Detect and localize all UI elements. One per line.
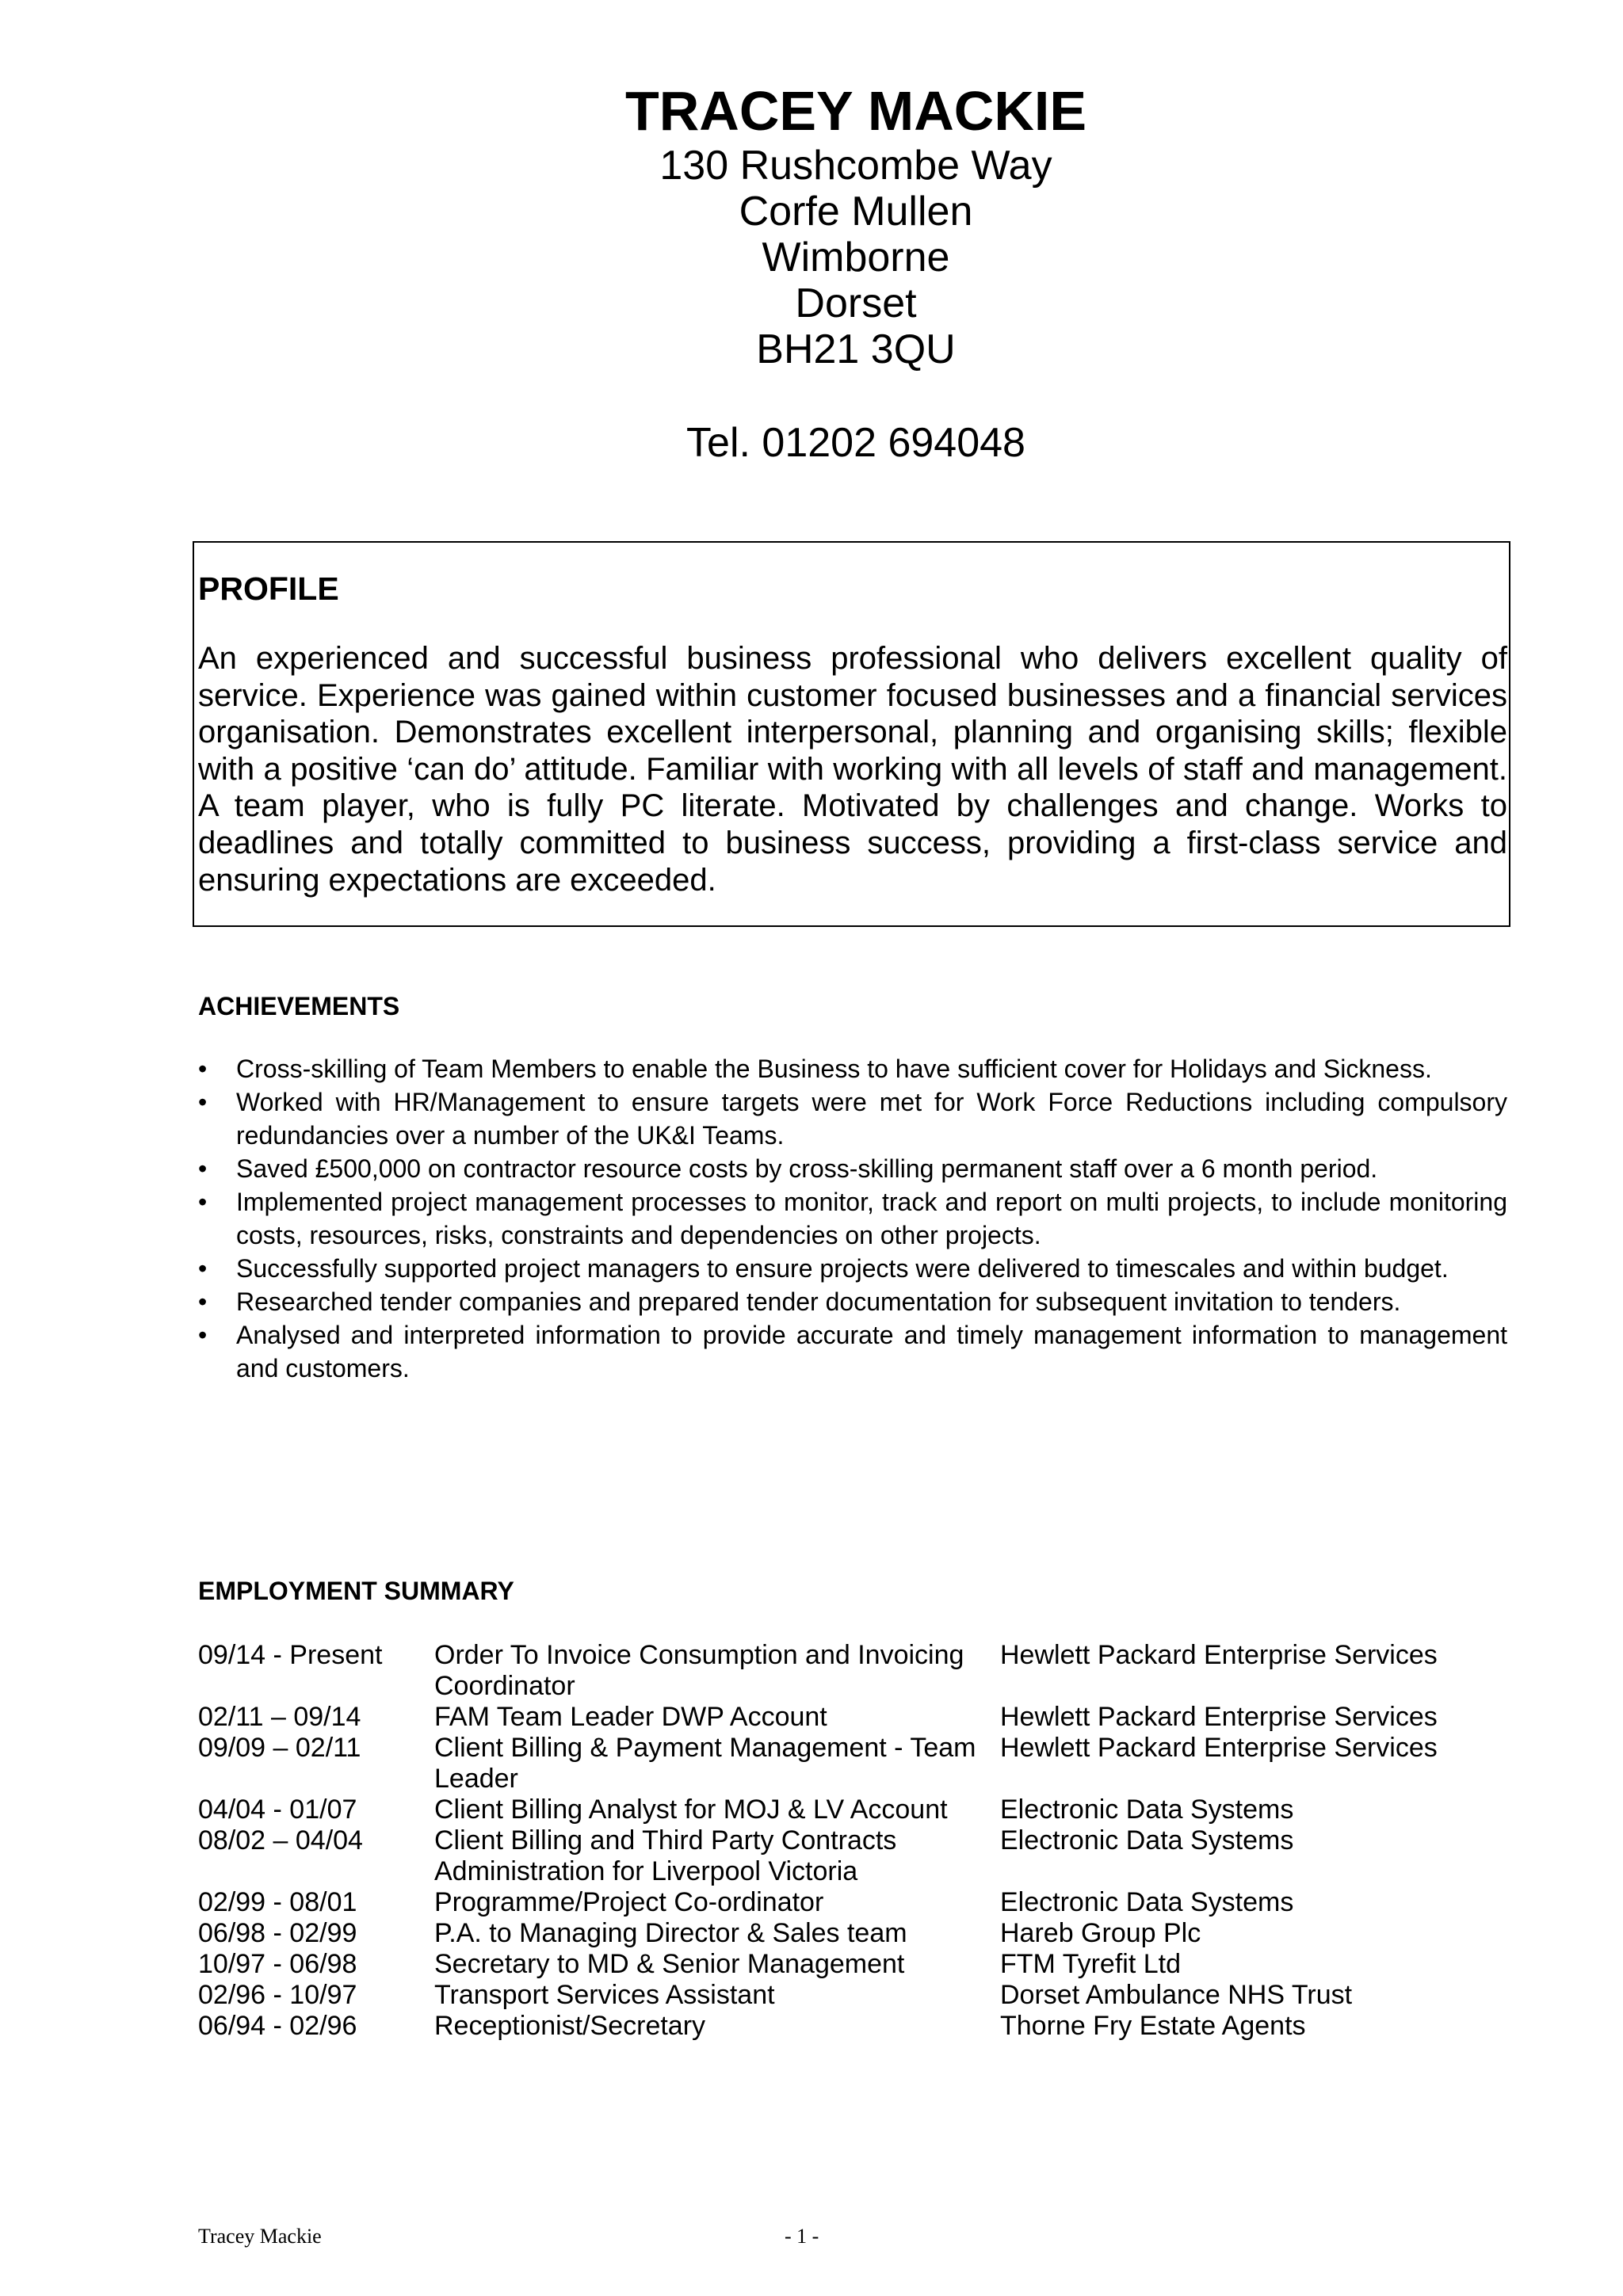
employment-role: Secretary to MD & Senior Management [434, 1949, 905, 1979]
achievement-text: Researched tender companies and prepared tender documentation for subsequent invitation to tenders. [236, 1287, 1401, 1316]
address-line-street: 130 Rushcombe Way [659, 143, 1052, 189]
employment-company: Hewlett Packard Enterprise Services [1000, 1733, 1438, 1763]
employment-date: 02/99 - 08/01 [198, 1887, 357, 1917]
achievement-text: Cross-skilling of Team Members to enable the Business to have sufficient cover for Holidays and Sickness. [236, 1055, 1432, 1083]
employment-role: Client Billing Analyst for MOJ & LV Account [434, 1794, 948, 1825]
bullet-icon: • [198, 1055, 208, 1083]
achievement-text: Successfully supported project managers to ensure projects were delivered to timescales and within budget. [236, 1254, 1449, 1283]
employment-date: 09/14 - Present [198, 1640, 383, 1670]
employment-date: 09/09 – 02/11 [198, 1733, 361, 1763]
table-row [198, 1733, 1507, 1794]
table-row [198, 1825, 1507, 1887]
employment-company: FTM Tyrefit Ltd [1000, 1949, 1181, 1979]
footer-page-number: - 1 - [785, 2225, 819, 2248]
address-line-village: Corfe Mullen [739, 189, 973, 235]
employment-role: Order To Invoice Consumption and Invoicing Coordinator [434, 1640, 964, 1701]
employment-table [198, 1640, 1507, 2042]
employment-heading: EMPLOYMENT SUMMARY [198, 1577, 514, 1605]
employment-role: Transport Services Assistant [434, 1980, 775, 2010]
table-row [198, 1640, 1507, 1702]
employment-date: 06/98 - 02/99 [198, 1918, 357, 1948]
address-line-county: Dorset [795, 280, 917, 326]
profile-heading: PROFILE [198, 570, 339, 607]
profile-text: An experienced and successful business professional who delivers excellent quality of service. Experience was gained within customer focused businesses and a financial services organisation. Demonstrates excellent interpersonal, planning and organising skills; flexible with a positive ‘can do’ attitude. Familiar with working with all levels of staff and management. A team player, who is fully PC literate. Motivated by challenges and change. Works to deadlines and totally committed to business success, providing a first-class service and ensuring expectations are exceeded. [198, 641, 1507, 898]
employment-date: 08/02 – 04/04 [198, 1825, 363, 1855]
achievements-list [198, 1052, 1507, 1385]
achievement-text: Analysed and interpreted information to provide accurate and timely management information to management and customers. [236, 1321, 1507, 1383]
achievement-text: Implemented project management processes to monitor, track and report on multi projects, to include monitoring costs, resources, risks, constraints and dependencies on other projects. [236, 1188, 1507, 1249]
table-row [198, 1949, 1507, 1980]
employment-role: FAM Team Leader DWP Account [434, 1702, 827, 1732]
employment-company: Electronic Data Systems [1000, 1825, 1294, 1855]
employment-company: Electronic Data Systems [1000, 1794, 1294, 1825]
employment-date: 10/97 - 06/98 [198, 1949, 357, 1979]
address-line-town: Wimborne [762, 235, 950, 280]
employment-role: P.A. to Managing Director & Sales team [434, 1918, 907, 1948]
achievement-item [198, 1318, 1507, 1385]
address-line-postcode: BH21 3QU [756, 326, 956, 372]
bullet-icon: • [198, 1287, 208, 1316]
achievement-item [198, 1285, 1507, 1318]
candidate-name: TRACEY MACKIE [624, 80, 1087, 142]
employment-company: Thorne Fry Estate Agents [1000, 2011, 1306, 2041]
bullet-icon: • [198, 1088, 208, 1116]
achievement-item [198, 1052, 1507, 1085]
bullet-icon: • [198, 1254, 208, 1283]
table-row [198, 1918, 1507, 1949]
bullet-icon: • [198, 1154, 208, 1183]
achievement-text: Saved £500,000 on contractor resource costs by cross-skilling permanent staff over a 6 month period. [236, 1154, 1378, 1183]
employment-date: 06/94 - 02/96 [198, 2011, 357, 2041]
achievement-item [198, 1085, 1507, 1152]
employment-company: Dorset Ambulance NHS Trust [1000, 1980, 1353, 2010]
employment-role: Client Billing and Third Party Contracts Administration for Liverpool Victoria [434, 1825, 897, 1886]
table-row [198, 1702, 1507, 1733]
employment-company: Hewlett Packard Enterprise Services [1000, 1702, 1438, 1732]
achievement-item [198, 1152, 1507, 1185]
bullet-icon: • [198, 1321, 208, 1349]
telephone-number: Tel. 01202 694048 [686, 420, 1025, 466]
table-row [198, 1794, 1507, 1825]
employment-role: Receptionist/Secretary [434, 2011, 706, 2041]
table-row [198, 1980, 1507, 2011]
table-row [198, 1887, 1507, 1918]
employment-role: Programme/Project Co-ordinator [434, 1887, 824, 1917]
employment-date: 02/96 - 10/97 [198, 1980, 357, 2010]
employment-company: Hewlett Packard Enterprise Services [1000, 1640, 1438, 1670]
footer-name: Tracey Mackie [198, 2225, 322, 2248]
table-row [198, 2011, 1507, 2042]
employment-role: Client Billing & Payment Management - Team Leader [434, 1733, 976, 1794]
employment-date: 04/04 - 01/07 [198, 1794, 357, 1825]
bullet-icon: • [198, 1188, 208, 1216]
achievements-heading: ACHIEVEMENTS [198, 992, 400, 1020]
achievement-text: Worked with HR/Management to ensure targets were met for Work Force Reductions including compulsory redundancies over a number of the UK&I Teams. [236, 1088, 1507, 1150]
employment-date: 02/11 – 09/14 [198, 1702, 361, 1732]
employment-company: Hareb Group Plc [1000, 1918, 1201, 1948]
achievement-item [198, 1252, 1507, 1285]
employment-company: Electronic Data Systems [1000, 1887, 1294, 1917]
achievement-item [198, 1185, 1507, 1252]
